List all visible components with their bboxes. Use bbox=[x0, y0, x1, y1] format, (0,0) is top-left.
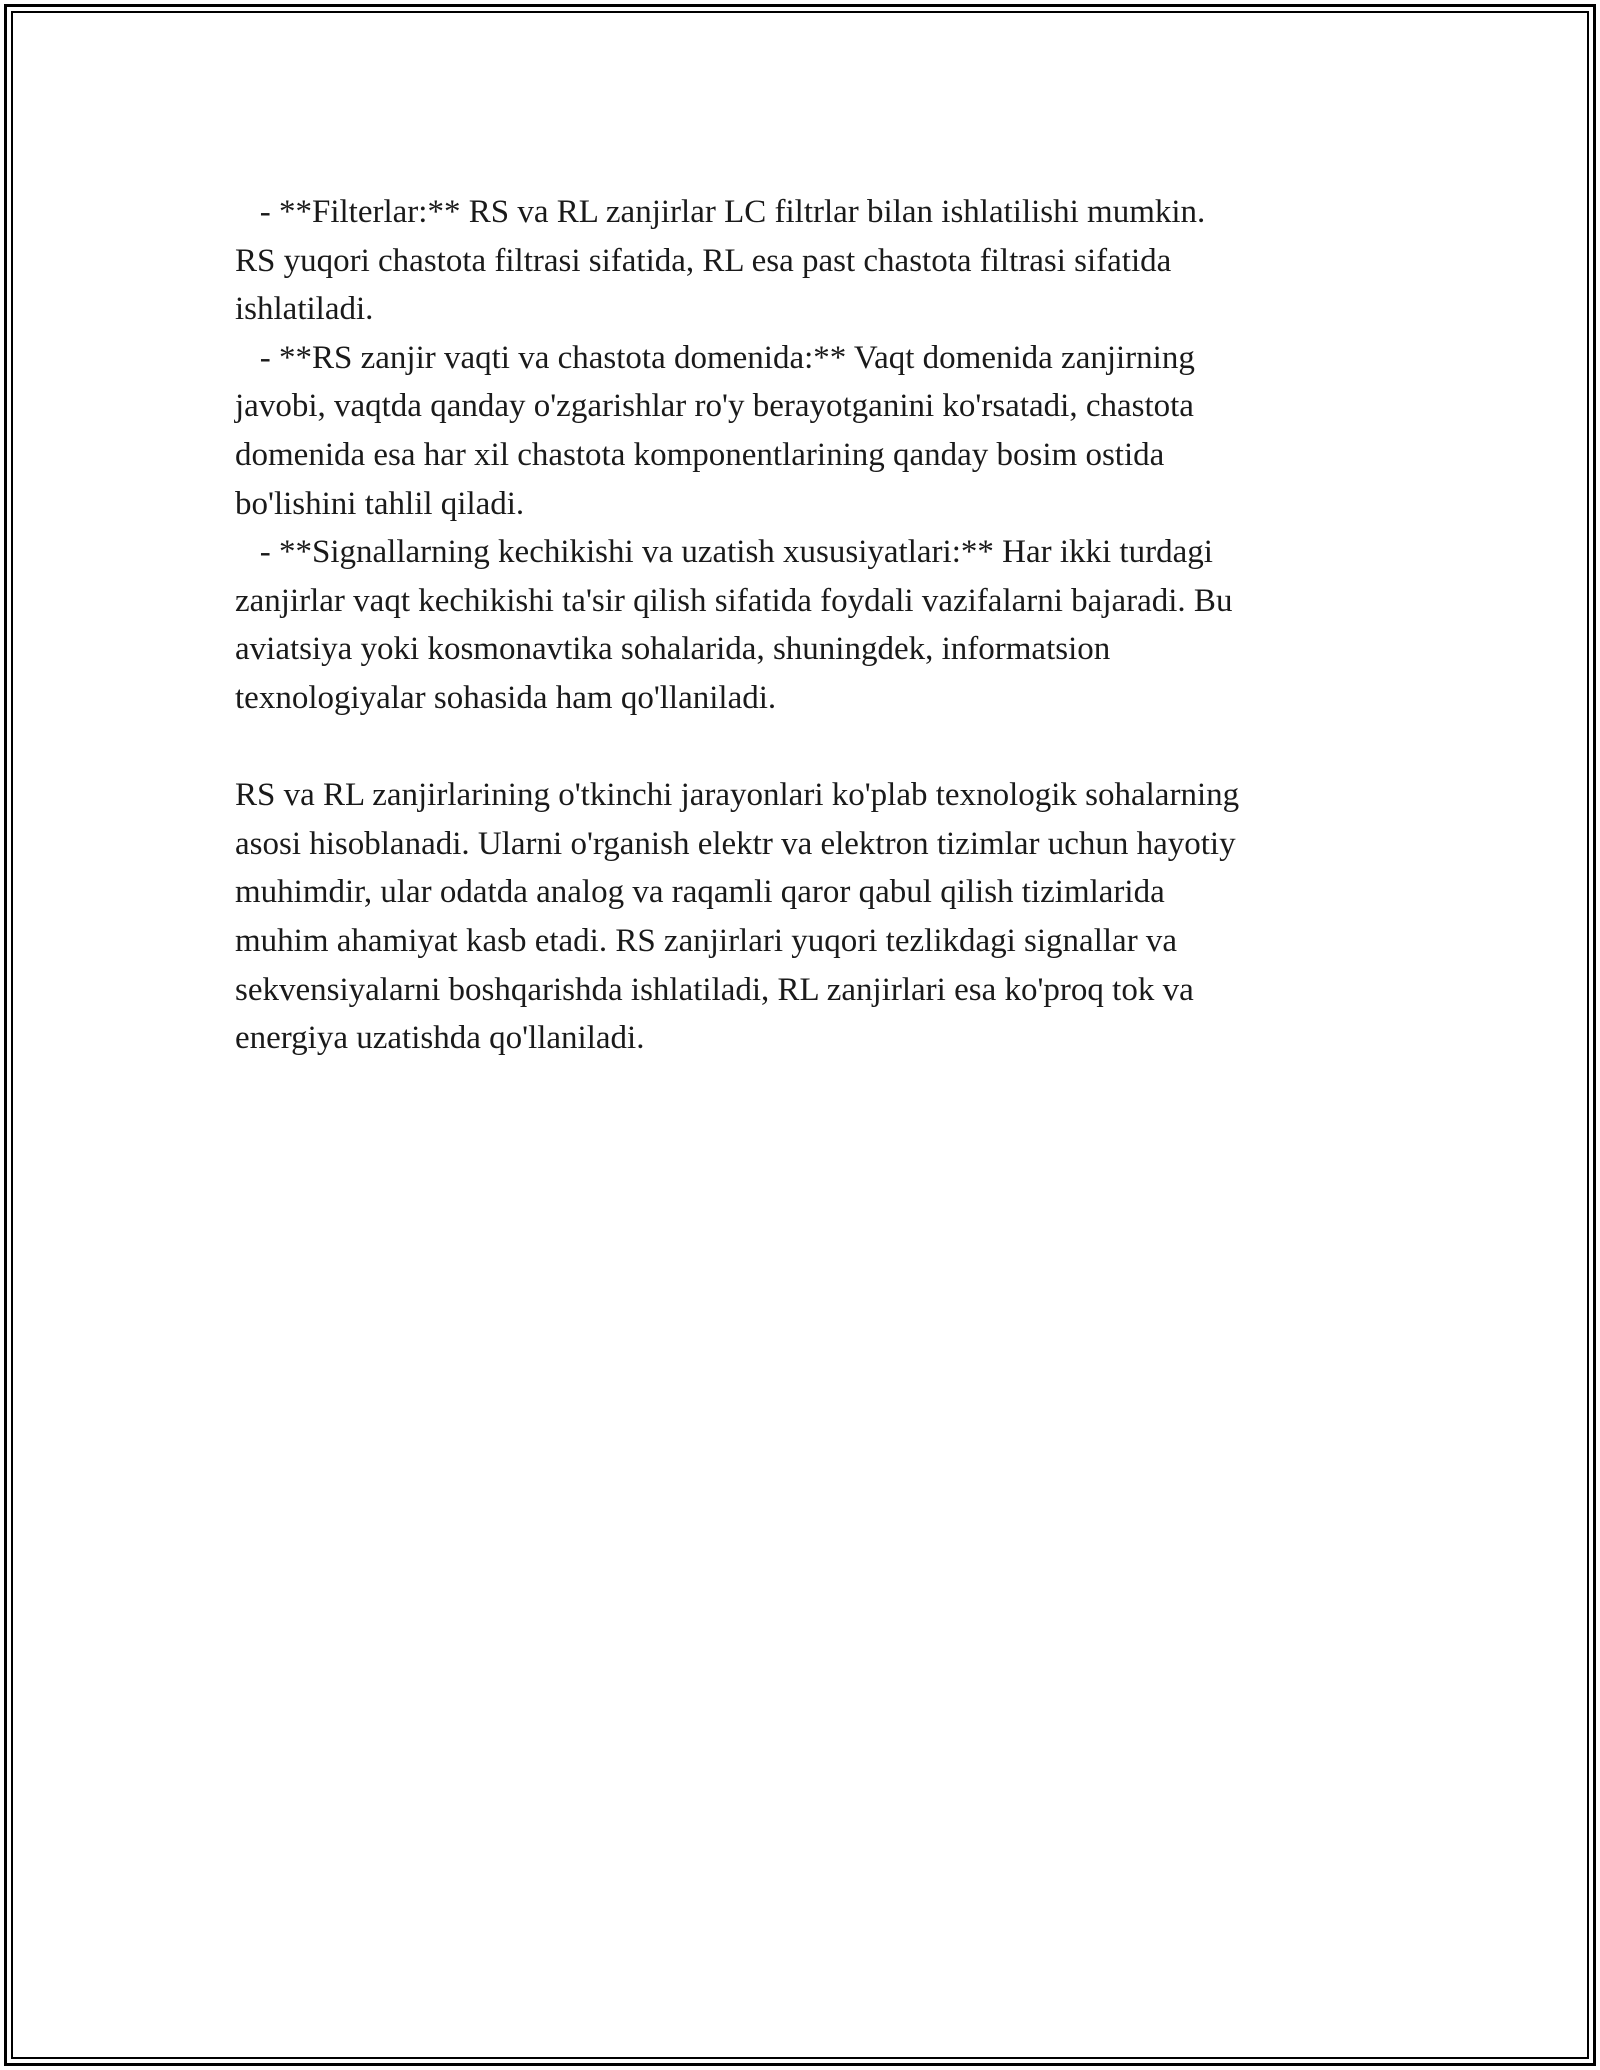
text-line: javobi, vaqtda qanday o'zgarishlar ro'y berayotganini ko'rsatadi, chastota bbox=[235, 388, 1194, 425]
text-line: texnologiyalar sohasida ham qo'llaniladi. bbox=[235, 679, 777, 716]
text-line: muhim ahamiyat kasb etadi. RS zanjirlari yuqori tezlikdagi signallar va bbox=[235, 922, 1178, 959]
text-line: - **Filterlar:** RS va RL zanjirlar LC filtrlar bilan ishlatilishi mumkin. bbox=[235, 194, 1206, 230]
document-body bbox=[235, 188, 1370, 1063]
text-line: sekvensiyalarni boshqarishda ishlatiladi, RL zanjirlari esa ko'proq tok va bbox=[235, 971, 1194, 1008]
text-line: bo'lishini tahlil qiladi. bbox=[235, 485, 525, 522]
text-line: RS yuqori chastota filtrasi sifatida, RL esa past chastota filtrasi sifatida bbox=[235, 242, 1172, 279]
text-line: aviatsiya yoki kosmonavtika sohalarida, shuningdek, informatsion bbox=[235, 631, 1111, 668]
text-line: - **RS zanjir vaqti va chastota domenida:** Vaqt domenida zanjirning bbox=[235, 339, 1195, 376]
text-line: zanjirlar vaqt kechikishi ta'sir qilish sifatida foydali vazifalarni bajaradi. Bu bbox=[235, 582, 1233, 619]
text-line: ishlatiladi. bbox=[235, 291, 374, 328]
paragraph-gap bbox=[235, 723, 1370, 772]
text-line: muhimdir, ular odatda analog va raqamli qaror qabul qilish tizimlarida bbox=[235, 874, 1165, 911]
text-line: - **Signallarning kechikishi va uzatish xususiyatlari:** Har ikki turdagi bbox=[235, 534, 1213, 571]
text-line: asosi hisoblanadi. Ularni o'rganish elektr va elektron tizimlar uchun hayotiy bbox=[235, 825, 1236, 862]
text-line: energiya uzatishda qo'llaniladi. bbox=[235, 1020, 645, 1057]
conclusion-paragraph bbox=[235, 771, 1370, 1063]
text-line: domenida esa har xil chastota komponentlarining qanday bosim ostida bbox=[235, 436, 1165, 473]
text-line: RS va RL zanjirlarining o'tkinchi jarayonlari ko'plab texnologik sohalarning bbox=[235, 777, 1240, 814]
bullet-list-block bbox=[235, 188, 1370, 723]
